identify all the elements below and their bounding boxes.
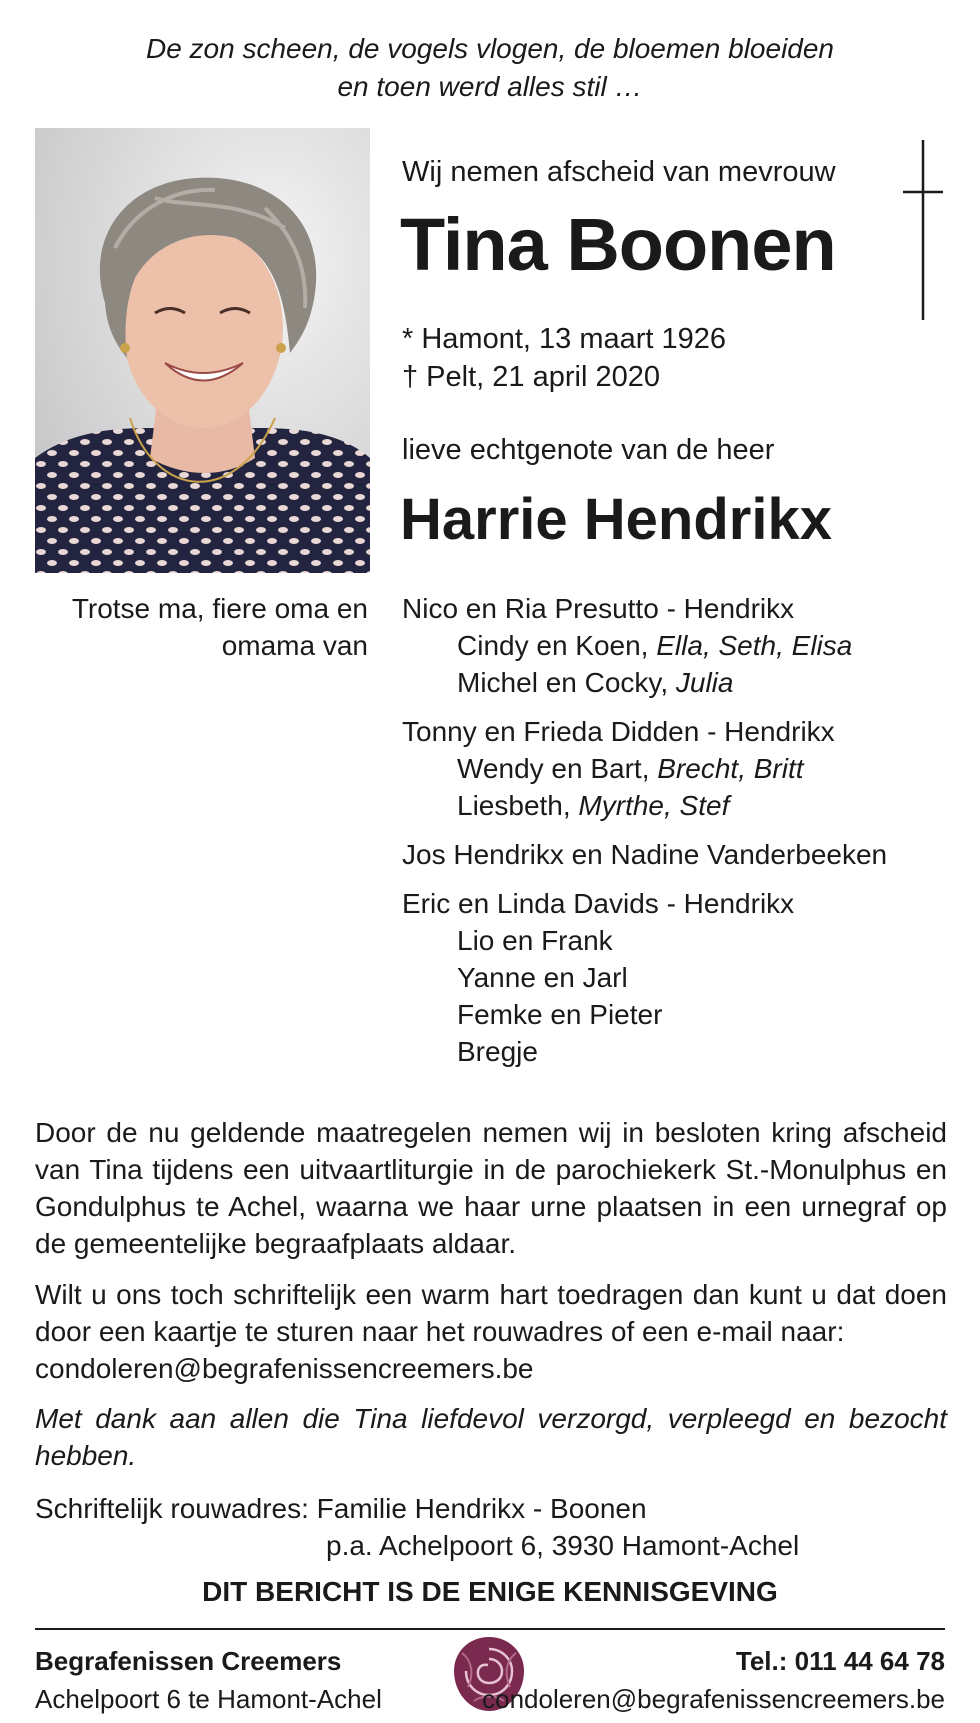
family-group xyxy=(402,590,887,701)
family-intro-line-2: omama van xyxy=(221,630,368,661)
family-head: Nico en Ria Presutto - Hendrikx xyxy=(402,593,795,624)
member-name: Cindy en Koen, xyxy=(457,630,657,661)
condolence-email: condoleren@begrafenissencreemers.be xyxy=(35,1353,534,1384)
sole-notice: DIT BERICHT IS DE ENIGE KENNISGEVING xyxy=(202,1576,778,1607)
ceremony-paragraph: Door de nu geldende maatregelen nemen wij in besloten kring afscheid van Tina tijdens een uitvaartliturgie in de parochiekerk St.-Monulphus en Gondulphus te Achel, waarna we haar urne plaatsen in een urnegraf op de gemeentelijke begraafplaats aldaar. xyxy=(35,1117,947,1259)
poem-line-1: De zon scheen, de vogels vlogen, de bloemen bloeiden xyxy=(145,33,835,64)
family-group xyxy=(402,836,887,873)
member-kids: Myrthe, Stef xyxy=(578,790,730,821)
birth-date: * Hamont, 13 maart 1926 xyxy=(402,323,727,355)
family-head: Eric en Linda Davids - Hendrikx xyxy=(402,888,795,919)
footer-divider xyxy=(35,1628,945,1630)
family-intro xyxy=(35,590,368,664)
funeral-home-contact xyxy=(482,1642,945,1718)
deceased-name: Tina Boonen xyxy=(400,203,836,286)
spouse-intro: lieve echtgenote van de heer xyxy=(402,434,775,466)
portrait-photo xyxy=(35,128,370,573)
cross-icon xyxy=(903,140,943,320)
contact-email: condoleren@begrafenissencreemers.be xyxy=(482,1684,945,1714)
member-kids: Julia xyxy=(675,667,734,698)
death-date: † Pelt, 21 april 2020 xyxy=(402,361,660,393)
mourning-address xyxy=(35,1490,799,1564)
family-group xyxy=(402,713,887,824)
farewell-intro: Wij nemen afscheid van mevrouw xyxy=(402,156,836,188)
member-kids: Ella, Seth, Elisa xyxy=(656,630,853,661)
funeral-home-address: Achelpoort 6 te Hamont-Achel xyxy=(35,1684,382,1714)
phone-number: Tel.: 011 44 64 78 xyxy=(735,1646,945,1676)
life-dates xyxy=(402,320,726,396)
address-family: Familie Hendrikx - Boonen xyxy=(316,1493,647,1524)
family-member: Bregje xyxy=(457,1036,538,1067)
family-intro-line-1: Trotse ma, fiere oma en xyxy=(71,593,368,624)
family-member xyxy=(402,664,887,701)
member-name: Michel en Cocky, xyxy=(457,667,676,698)
family-list xyxy=(402,590,887,1082)
member-kids: Brecht, Britt xyxy=(657,753,804,784)
funeral-home-info xyxy=(35,1642,382,1718)
address-label: Schriftelijk rouwadres: xyxy=(35,1493,309,1524)
family-head: Jos Hendrikx en Nadine Vanderbeeken xyxy=(402,839,888,870)
family-member xyxy=(402,627,887,664)
family-member: Femke en Pieter xyxy=(457,999,663,1030)
condolence-paragraph xyxy=(35,1276,947,1387)
family-group xyxy=(402,885,887,1070)
poem-line-2: en toen werd alles stil … xyxy=(337,71,643,102)
family-member xyxy=(402,750,887,787)
address-line-1 xyxy=(35,1490,799,1527)
family-member: Yanne en Jarl xyxy=(457,962,628,993)
family-member: Lio en Frank xyxy=(457,925,613,956)
thanks-paragraph: Met dank aan allen die Tina liefdevol verzorgd, verpleegd en bezocht hebben. xyxy=(35,1403,947,1471)
member-name: Wendy en Bart, xyxy=(457,753,658,784)
family-member xyxy=(402,787,887,824)
spouse-name: Harrie Hendrikx xyxy=(400,487,832,552)
family-head: Tonny en Frieda Didden - Hendrikx xyxy=(402,716,835,747)
member-name: Liesbeth, xyxy=(457,790,579,821)
condolence-text: Wilt u ons toch schriftelijk een warm hart toedragen dan kunt u dat doen door een kaartje te sturen naar het rouwadres of een e-mail naar: xyxy=(35,1279,947,1347)
address-street: p.a. Achelpoort 6, 3930 Hamont-Achel xyxy=(326,1530,800,1561)
funeral-home-name: Begrafenissen Creemers xyxy=(35,1646,342,1676)
